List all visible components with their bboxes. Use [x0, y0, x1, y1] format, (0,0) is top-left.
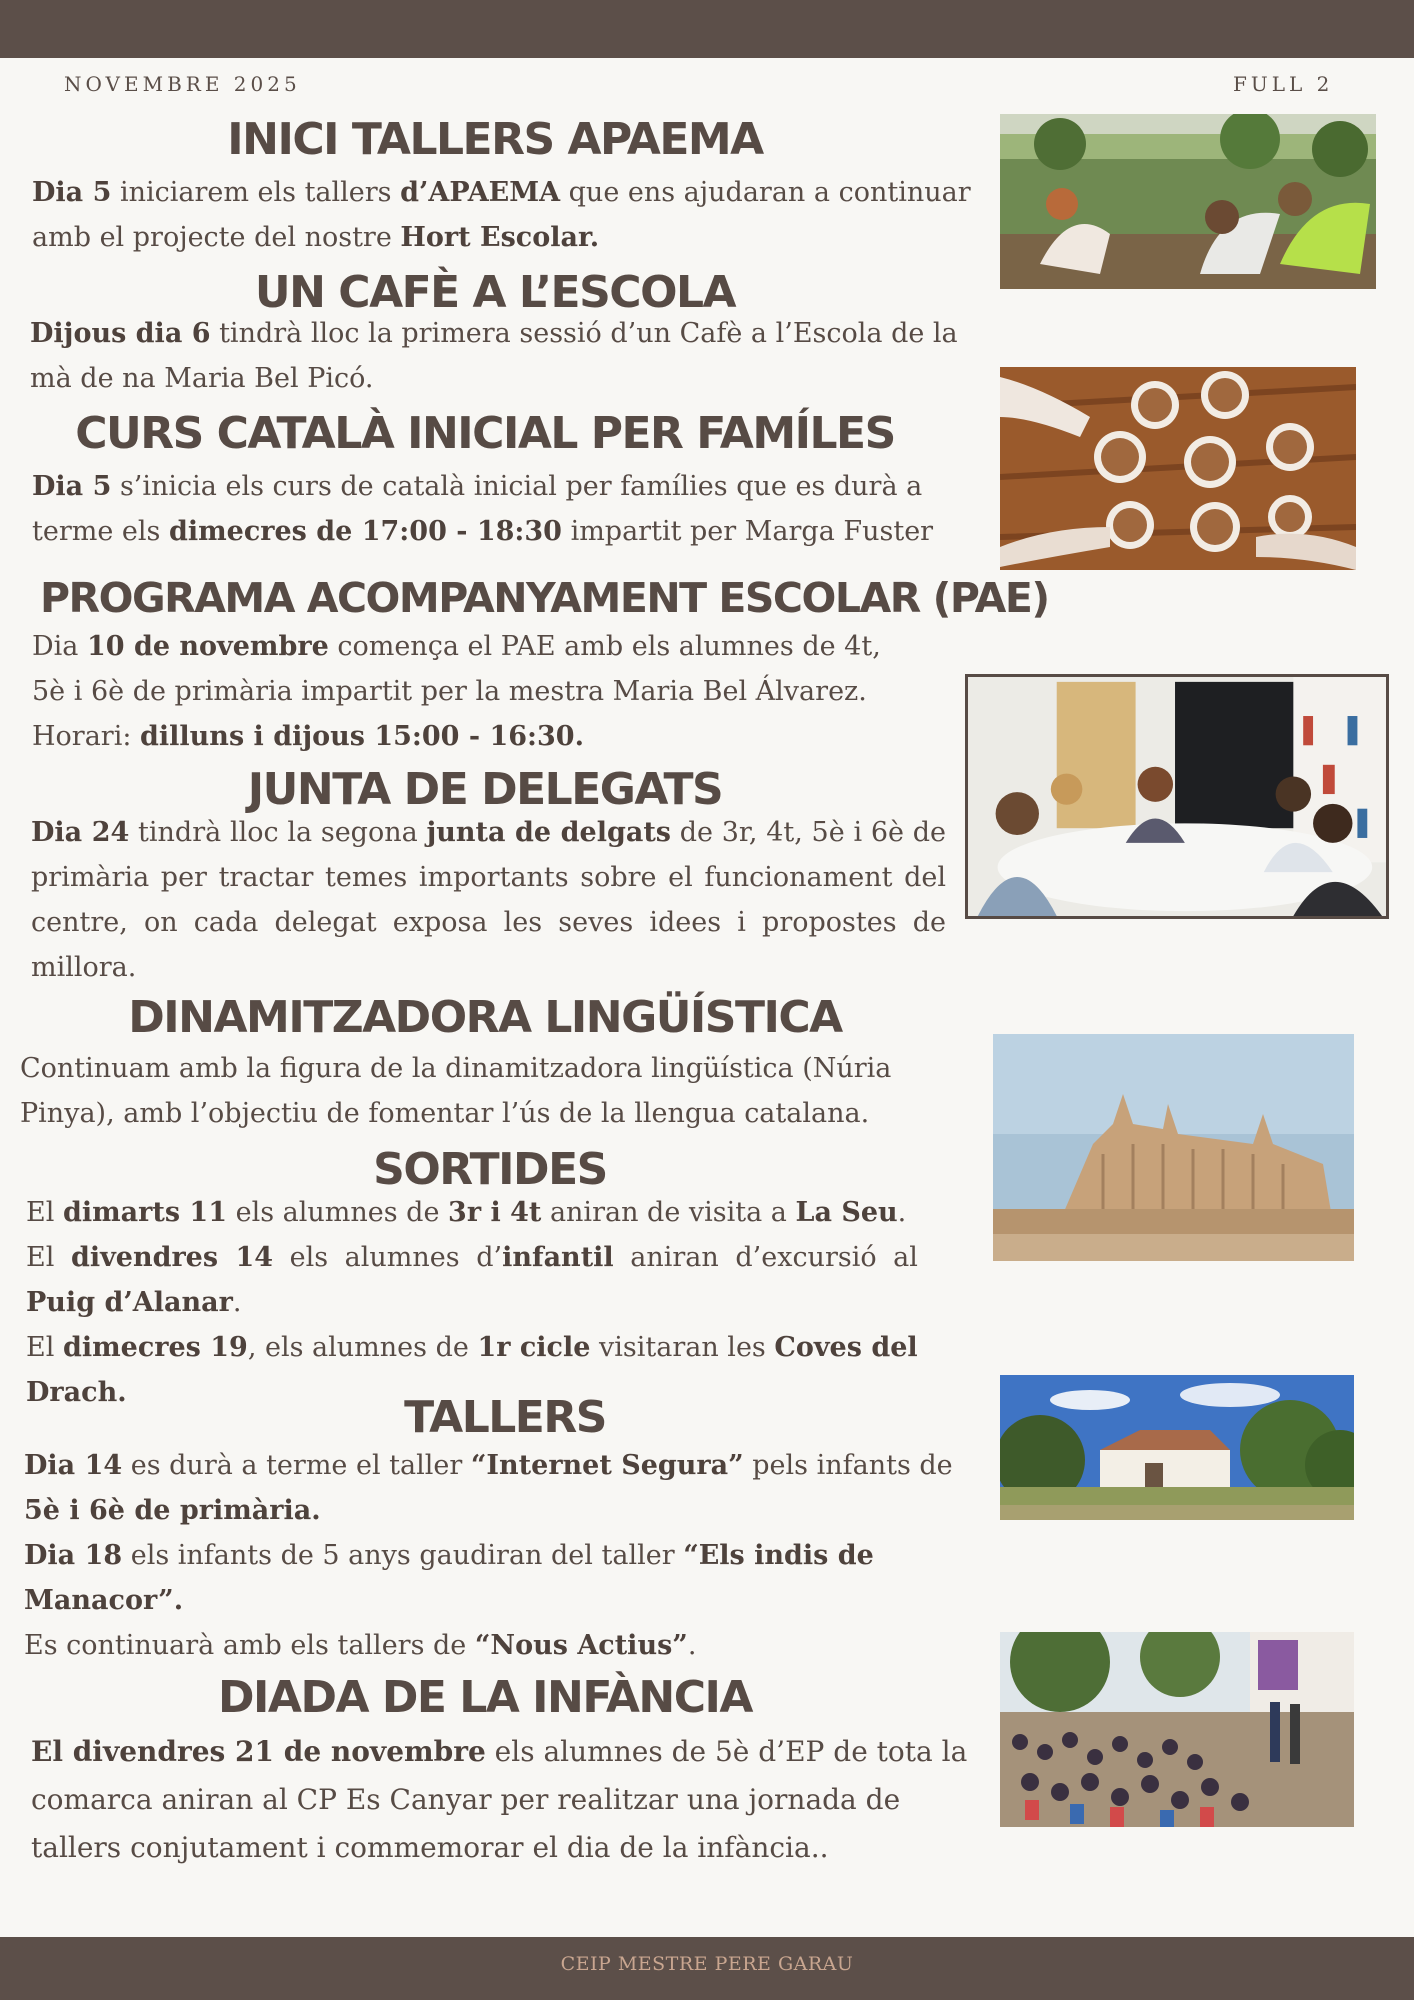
section-title-delegats: JUNTA DE DELEGATS — [247, 764, 723, 815]
page-number: FULL 2 — [1233, 72, 1334, 96]
section-title-sortides: SORTIDES — [373, 1144, 607, 1195]
section-title-dinamitzadora: DINAMITZADORA LINGÜÍSTICA — [128, 992, 842, 1043]
section-title-tallers: TALLERS — [404, 1392, 606, 1443]
top-bar — [0, 0, 1414, 58]
section-title-apaema: INICI TALLERS APAEMA — [227, 114, 763, 165]
section-text-pae: Dia 10 de novembre comença el PAE amb els alumnes de 4t, 5è i 6è de primària impartit per la mestra Maria Bel Álvarez. Horari: dilluns i dijous 15:00 - 16:30. — [32, 631, 881, 752]
coffee-photo — [1000, 367, 1356, 570]
section-text-infancia: El divendres 21 de novembre els alumnes de 5è d’EP de tota la comarca aniran al CP Es Canyar per realitzar una jornada de tallers conjutament i commemorar el dia de la infància.. — [31, 1735, 968, 1864]
section-text-tallers: Dia 14 es durà a terme el taller “Internet Segura” pels infants de 5è i 6è de primària. Dia 18 els infants de 5 anys gaudiran del taller “Els indis de Manacor”. Es continuarà amb els tallers de “Nous Actius”. — [24, 1450, 953, 1661]
garden-photo — [1000, 114, 1376, 289]
section-text-catala: Dia 5 s’inicia els curs de català inicial per famílies que es durà a terme els dimecres de 17:00 - 18:30 impartit per Marga Fuster — [32, 471, 934, 547]
meeting-photo — [965, 674, 1389, 919]
section-title-infancia: DIADA DE LA INFÀNCIA — [218, 1672, 752, 1723]
section-text-apaema: Dia 5 iniciarem els tallers d’APAEMA que ens ajudaran a continuar amb el projecte del nostre Hort Escolar. — [32, 177, 971, 253]
school-name: CEIP MESTRE PERE GARAU — [560, 1953, 854, 1975]
issue-date: NOVEMBRE 2025 — [64, 72, 301, 96]
section-title-pae: PROGRAMA ACOMPANYAMENT ESCOLAR (PAE) — [40, 574, 1049, 622]
section-title-cafe: UN CAFÈ A L’ESCOLA — [254, 267, 736, 318]
section-text-cafe: Dijous dia 6 tindrà lloc la primera sessió d’un Cafè a l’Escola de la mà de na Maria Bel Picó. — [30, 318, 958, 394]
section-text-dinamitzadora: Continuam amb la figura de la dinamitzadora lingüística (Núria Pinya), amb l’objectiu de fomentar l’ús de la llengua catalana. — [20, 1053, 892, 1129]
section-text-sortides: El dimarts 11 els alumnes de 3r i 4t aniran de visita a La Seu. El divendres 14 els alumnes d’infantil aniran d’excursió al Puig d’Alanar. El dimecres 19, els alumnes de 1r cicle visitaran les Coves del Drach. — [26, 1197, 918, 1408]
children-gathering-photo — [1000, 1632, 1354, 1827]
country-house-photo — [1000, 1375, 1354, 1520]
cathedral-photo — [993, 1034, 1354, 1261]
section-text-delegats: Dia 24 tindrà lloc la segona junta de delgats de 3r, 4t, 5è i 6è de primària per tractar temes importants sobre el funcionament del centre, on cada delegat exposa les seves idees i propostes de millora. — [31, 817, 947, 983]
section-title-catala: CURS CATALÀ INICIAL PER FAMÍLES — [75, 408, 895, 459]
